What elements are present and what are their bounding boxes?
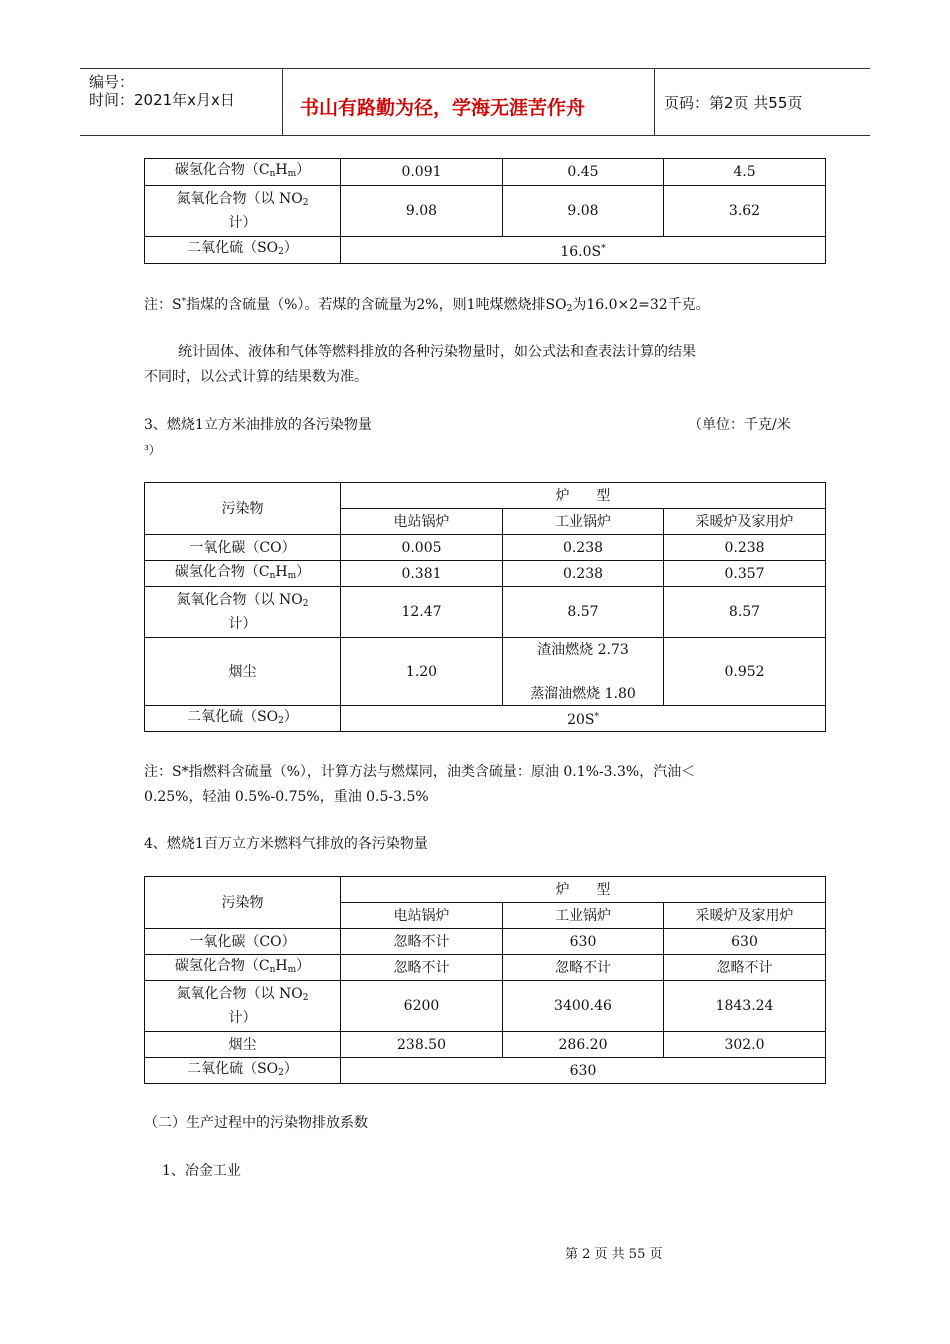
header-col: 采暖炉及家用炉 (664, 903, 826, 929)
value-cell: 630 (503, 929, 664, 955)
value-cell: 0.091 (341, 159, 503, 186)
value-cell: 忽略不计 (341, 955, 503, 981)
section-3-title: 3、燃烧1立方米油排放的各污染物量 (144, 417, 372, 433)
header-furnace-type: 炉 型 (341, 483, 826, 509)
value-cell: 1.20 (341, 638, 503, 706)
section-b-title: （二）生产过程中的污染物排放系数 (144, 1115, 368, 1131)
value-cell: 286.20 (503, 1032, 664, 1058)
value-cell: 8.57 (503, 587, 664, 638)
value-cell: 3400.46 (503, 981, 664, 1032)
value-cell: 238.50 (341, 1032, 503, 1058)
value-cell: 302.0 (664, 1032, 826, 1058)
value-cell: 9.08 (341, 186, 503, 237)
pollutant-cell: 烟尘 (145, 638, 341, 706)
value-cell: 9.08 (503, 186, 664, 237)
value-cell: 忽略不计 (503, 955, 664, 981)
value-cell (503, 638, 664, 706)
merged-value-cell: 630 (341, 1058, 826, 1084)
section-3-unit-tail: ³） (144, 443, 161, 457)
value-cell: 0.381 (341, 561, 503, 587)
table-row (145, 1058, 826, 1084)
value-cell: 忽略不计 (341, 929, 503, 955)
header-divider-left (282, 68, 283, 136)
pollutant-cell: 一氧化碳（CO） (145, 929, 341, 955)
residual-oil-value: 渣油燃烧 2.73 (537, 641, 629, 658)
value-cell: 0.45 (503, 159, 664, 186)
pollutant-cell: 碳氢化合物$(C_nH_m)$ (145, 955, 341, 981)
header-top-rule (80, 68, 870, 69)
time-label: 时间：2021年x月x日 (89, 91, 235, 109)
table-row (145, 955, 826, 981)
coal-emission-table-continued (144, 158, 826, 264)
value-cell: 0.238 (503, 561, 664, 587)
header-divider-right (654, 68, 655, 136)
serial-label: 编号： (89, 73, 135, 91)
paragraph-line: 统计固体、液体和气体等燃料排放的各种污染物量时，如公式法和查表法计算的结果 (178, 344, 696, 360)
header-pollutant: 污染物 (145, 877, 341, 929)
note-oil-line: 0.25%，轻油 0.5%-0.75%，重油 0.5-3.5% (144, 789, 429, 805)
section-b1-title: 1、冶金工业 (162, 1163, 241, 1179)
table-header-row (145, 877, 826, 903)
section-4-title: 4、燃烧1百万立方米燃料气排放的各污染物量 (144, 836, 428, 852)
table-row (145, 186, 826, 237)
header-col: 电站锅炉 (341, 509, 503, 535)
pollutant-cell: 烟尘 (145, 1032, 341, 1058)
table-row (145, 981, 826, 1032)
table-header-row (145, 483, 826, 509)
value-cell: 3.62 (664, 186, 826, 237)
page-footer: 第 2 页 共 55 页 (565, 1247, 663, 1262)
gas-emission-table (144, 876, 826, 1084)
header-bottom-rule (80, 135, 870, 136)
pollutant-cell: 二氧化硫$(SO_2)$ (145, 237, 341, 264)
value-cell: 6200 (341, 981, 503, 1032)
table-row (145, 587, 826, 638)
table-row (145, 237, 826, 264)
pollutant-cell: 二氧化硫$(SO_2)$ (145, 1058, 341, 1084)
header-col: 工业锅炉 (503, 903, 664, 929)
header-motto: 书山有路勤为径，学海无涯苦作舟 (300, 97, 586, 119)
table-row (145, 929, 826, 955)
value-cell: 0.238 (503, 535, 664, 561)
value-cell: 0.005 (341, 535, 503, 561)
value-cell: 4.5 (664, 159, 826, 186)
distilled-oil-value: 蒸溜油燃烧 1.80 (530, 685, 636, 702)
paragraph-line: 不同时，以公式计算的结果数为准。 (144, 369, 368, 385)
pollutant-cell: 一氧化碳（CO） (145, 535, 341, 561)
value-cell: 0.357 (664, 561, 826, 587)
pollutant-cell: 二氧化硫$(SO_2)$ (145, 706, 341, 732)
pollutant-cell: 氮氧化合物（以 $NO_2$ 计） (145, 587, 341, 638)
merged-value-cell: 16.0S* (341, 237, 826, 264)
value-cell: 忽略不计 (664, 955, 826, 981)
value-cell: 630 (664, 929, 826, 955)
value-cell: 0.238 (664, 535, 826, 561)
table-row (145, 1032, 826, 1058)
table-row (145, 159, 826, 186)
note-coal-sulfur: 注：S*指煤的含硫量（%）。若煤的含硫量为2%，则1吨煤燃烧排$SO_2$为16.0×2=32千克。 (144, 297, 710, 314)
oil-emission-table (144, 482, 826, 732)
table-row (145, 638, 826, 706)
note-oil-line: 注：S*指燃料含硫量（%），计算方法与燃煤同，油类含硫量：原油 0.1%-3.3%，汽油＜ (144, 764, 696, 780)
section-3-unit: （单位：千克/米 (688, 417, 791, 433)
header-col: 电站锅炉 (341, 903, 503, 929)
header-col: 工业锅炉 (503, 509, 664, 535)
merged-value-cell: 20S* (341, 706, 826, 732)
table-row (145, 706, 826, 732)
pollutant-cell: 氮氧化合物（以 $NO_2$ 计） (145, 981, 341, 1032)
header-col: 采暖炉及家用炉 (664, 509, 826, 535)
value-cell: 0.952 (664, 638, 826, 706)
page-label: 页码：第2页 共55页 (664, 94, 803, 112)
table-row (145, 561, 826, 587)
value-cell: 1843.24 (664, 981, 826, 1032)
table-row (145, 535, 826, 561)
header-pollutant: 污染物 (145, 483, 341, 535)
value-cell: 8.57 (664, 587, 826, 638)
pollutant-cell: 碳氢化合物$(C_nH_m)$ (145, 159, 341, 186)
pollutant-cell: 碳氢化合物$(C_nH_m)$ (145, 561, 341, 587)
value-cell: 12.47 (341, 587, 503, 638)
pollutant-cell: 氮氧化合物（以 $NO_2$ 计） (145, 186, 341, 237)
header-furnace-type: 炉 型 (341, 877, 826, 903)
